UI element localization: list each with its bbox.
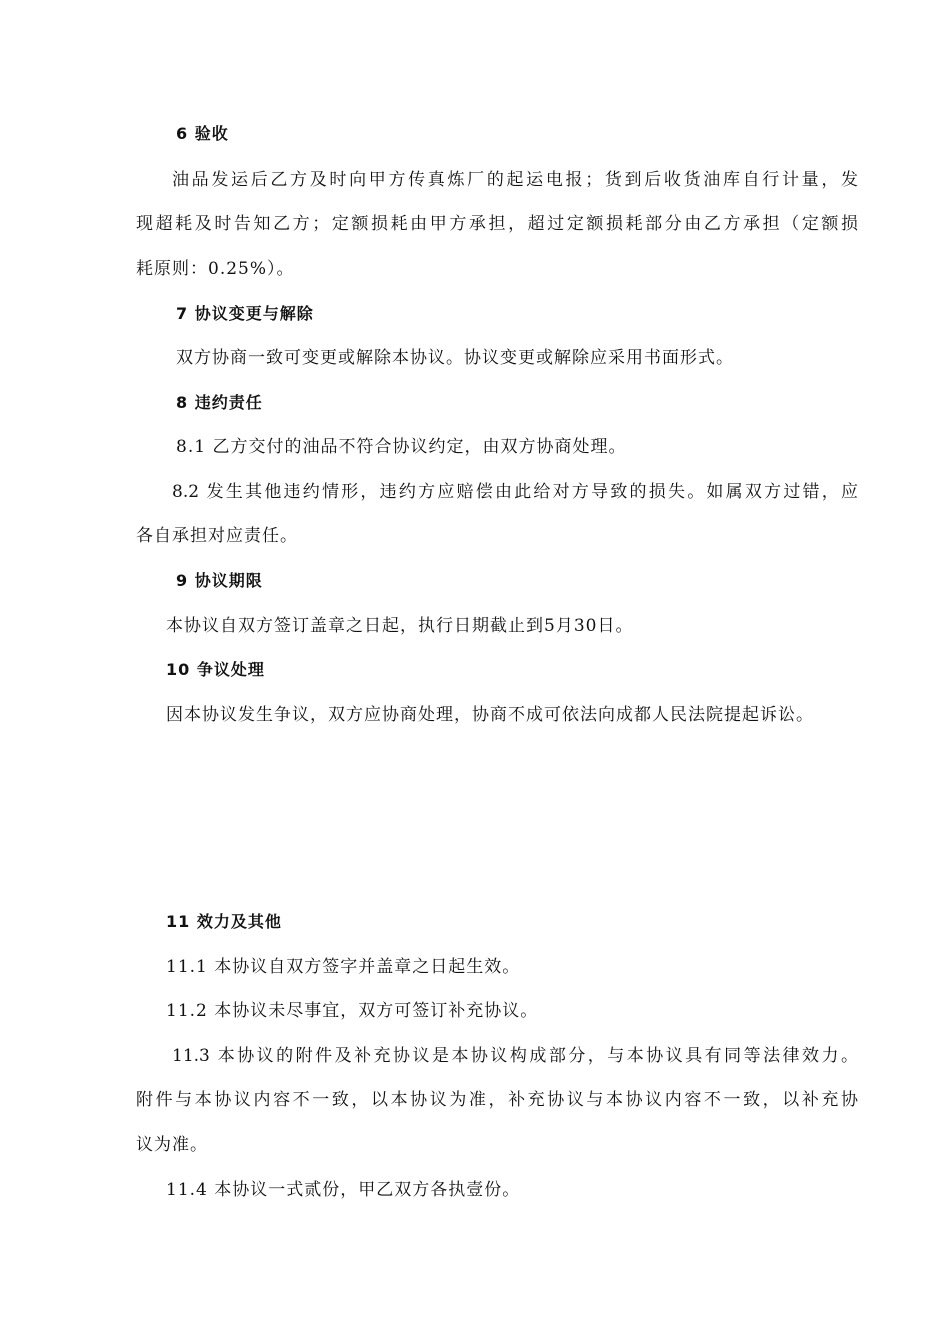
section-heading-6: 6 验收 — [176, 124, 229, 143]
paragraph-line: 因本协议发生争议，双方应协商处理，协商不成可依法向成都人民法院提起诉讼。 — [166, 705, 814, 725]
paragraph-line: 双方协商一致可变更或解除本协议。协议变更或解除应采用书面形式。 — [176, 348, 734, 368]
paragraph-line: 11.1 本协议自双方签字并盖章之日起生效。 — [166, 957, 521, 977]
section-heading-11: 11 效力及其他 — [166, 912, 282, 931]
section-heading-8: 8 违约责任 — [176, 393, 263, 412]
section-heading-10: 10 争议处理 — [166, 660, 265, 679]
paragraph-line: 议为准。 — [136, 1135, 208, 1155]
paragraph-line: 附件与本协议内容不一致，以本协议为准，补充协议与本协议内容不一致，以补充协 — [136, 1090, 858, 1110]
paragraph-line: 现超耗及时告知乙方；定额损耗由甲方承担，超过定额损耗部分由乙方承担（定额损 — [136, 214, 858, 234]
paragraph-line: 11.4 本协议一式贰份，甲乙双方各执壹份。 — [166, 1180, 521, 1200]
paragraph-line: 8.2 发生其他违约情形，违约方应赔偿由此给对方导致的损失。如属双方过错，应 — [172, 482, 858, 502]
section-heading-9: 9 协议期限 — [176, 571, 263, 590]
paragraph-line: 油品发运后乙方及时向甲方传真炼厂的起运电报；货到后收货油库自行计量，发 — [172, 170, 858, 190]
paragraph-line: 耗原则：0.25%）。 — [136, 259, 295, 279]
paragraph-line: 各自承担对应责任。 — [136, 526, 298, 546]
paragraph-line: 11.2 本协议未尽事宜，双方可签订补充协议。 — [166, 1001, 539, 1021]
paragraph-line: 8.1 乙方交付的油品不符合协议约定，由双方协商处理。 — [176, 437, 627, 457]
paragraph-line: 本协议自双方签订盖章之日起，执行日期截止到5月30日。 — [166, 616, 634, 636]
paragraph-line: 11.3 本协议的附件及补充协议是本协议构成部分，与本协议具有同等法律效力。 — [172, 1046, 858, 1066]
section-heading-7: 7 协议变更与解除 — [176, 304, 314, 323]
